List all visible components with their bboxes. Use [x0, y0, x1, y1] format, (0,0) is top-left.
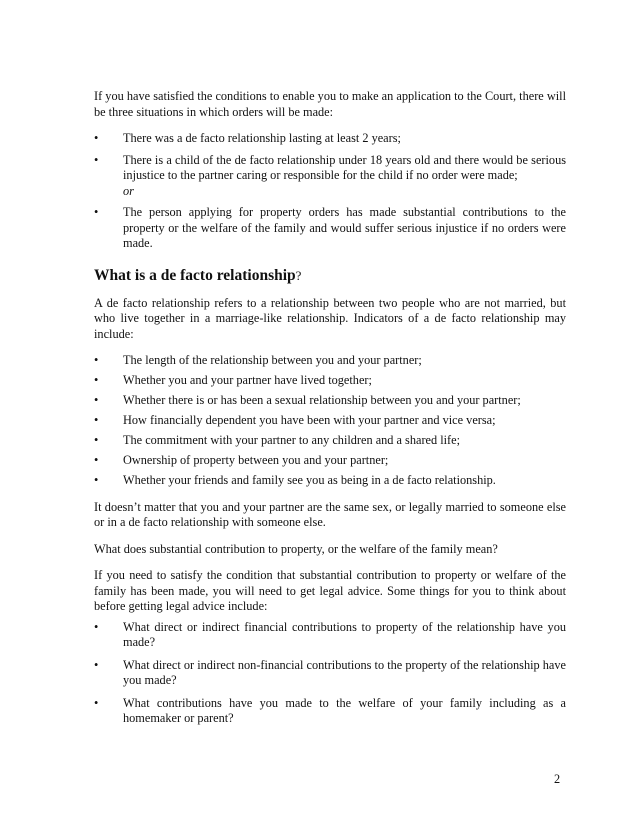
list-item-text: What direct or indirect financial contributions to property of the relationship have you made? — [123, 619, 566, 649]
list-item-text: The commitment with your partner to any children and a shared life; — [123, 433, 461, 447]
bullet-icon: • — [94, 657, 99, 672]
list-item-text: The length of the relationship between you and your partner; — [123, 353, 422, 367]
page-content — [94, 89, 566, 738]
bullet-icon: • — [94, 619, 99, 634]
or-connector: or — [123, 183, 134, 198]
list-item — [94, 205, 566, 252]
list-item — [94, 696, 566, 727]
list-item-text: How financially dependent you have been with your partner and vice versa; — [123, 413, 496, 427]
list-item — [94, 453, 566, 469]
list-item — [94, 620, 566, 651]
section-heading-mark: ? — [295, 267, 302, 283]
page-number: 2 — [554, 772, 561, 786]
intro-paragraph: If you have satisfied the conditions to enable you to make an application to the Court, there will be three situations in which orders will be made: — [94, 89, 566, 119]
section-heading — [94, 266, 566, 286]
list-item-text: Whether you and your partner have lived together; — [123, 373, 372, 387]
list-item-text: There is a child of the de facto relationship under 18 years old and there would be serious injustice to the partner caring or responsible for the child if no order were made; — [123, 152, 566, 182]
list-item — [94, 413, 566, 429]
bullet-icon: • — [94, 152, 99, 167]
bullet-icon: • — [94, 413, 99, 427]
list-item — [94, 131, 566, 147]
same-sex-paragraph: It doesn’t matter that you and your partner are the same sex, or legally married to someone else or in a de facto relationship with someone else. — [94, 499, 566, 529]
list-item — [94, 393, 566, 409]
bullet-icon: • — [94, 695, 99, 710]
bullet-icon: • — [94, 205, 99, 219]
bullet-icon: • — [94, 131, 99, 145]
bullet-icon: • — [94, 373, 99, 387]
list-item-text: Whether your friends and family see you as being in a de facto relationship. — [123, 473, 496, 487]
list-item-text: Whether there is or has been a sexual relationship between you and your partner; — [123, 393, 521, 407]
bullet-icon: • — [94, 473, 99, 487]
list-item — [94, 353, 566, 369]
list-item-text: What direct or indirect non-financial contributions to the property of the relationship have you made? — [123, 657, 566, 687]
list-item — [94, 433, 566, 449]
bullet-icon: • — [94, 353, 99, 367]
definition-paragraph: A de facto relationship refers to a relationship between two people who are not married, but who live together in a marriage-like relationship. Indicators of a de facto relationship may include: — [94, 295, 566, 341]
list-item-text: There was a de facto relationship lasting at least 2 years; — [123, 131, 401, 145]
advice-questions-list — [94, 620, 566, 727]
list-item-text: Ownership of property between you and your partner; — [123, 453, 389, 467]
bullet-icon: • — [94, 393, 99, 407]
list-item — [94, 658, 566, 689]
list-item — [94, 473, 566, 489]
section-heading-text: What is a de facto relationship — [94, 266, 296, 284]
list-item — [94, 153, 566, 200]
list-item-text: The person applying for property orders has made substantial contributions to the property or the welfare of the family and would suffer serious injustice if no orders were made. — [123, 205, 566, 250]
situations-list — [94, 131, 566, 252]
bullet-icon: • — [94, 453, 99, 467]
contribution-question: What does substantial contribution to property, or the welfare of the family mean? — [94, 541, 498, 556]
list-item-text: What contributions have you made to the welfare of your family including as a homemaker or parent? — [123, 695, 566, 725]
legal-advice-paragraph: If you need to satisfy the condition that substantial contribution to property or welfare of the family has been made, you will need to get legal advice. Some things for you to think about before getting legal advice include: — [94, 568, 566, 613]
list-item — [94, 373, 566, 389]
indicators-list — [94, 353, 566, 489]
bullet-icon: • — [94, 433, 99, 447]
